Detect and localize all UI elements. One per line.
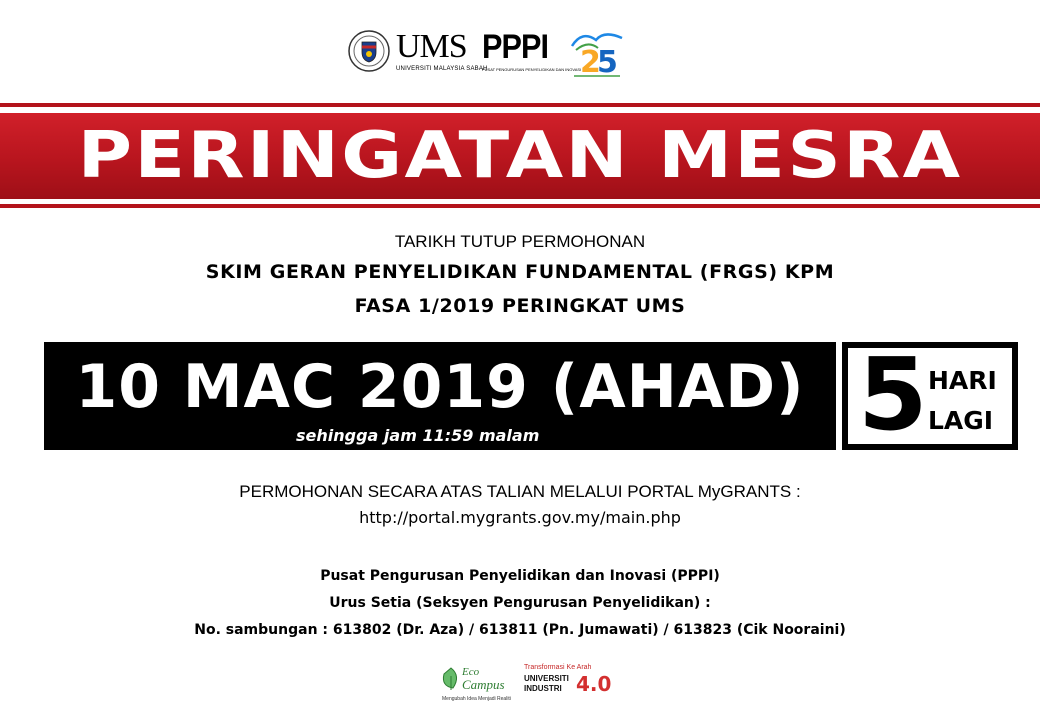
svg-text:5: 5 bbox=[597, 45, 618, 80]
reminder-banner bbox=[0, 113, 1040, 199]
portal-url-link[interactable]: http://portal.mygrants.gov.my/main.php bbox=[359, 508, 681, 527]
pppi-logo-subtext: PUSAT PENGURUSAN PENYELIDIKAN DAN INOVASI bbox=[482, 67, 582, 72]
deadline-date: 10 MAC 2019 (AHAD) bbox=[75, 352, 805, 422]
eco-logo-line2: Campus bbox=[462, 677, 505, 692]
industry-logo-line1: Transformasi Ke Arah bbox=[524, 664, 592, 671]
industry-4-logo bbox=[524, 664, 614, 704]
countdown-number: 5 bbox=[858, 336, 928, 453]
grant-scheme-title: SKIM GERAN PENYELIDIKAN FUNDAMENTAL (FRGS) KPM bbox=[205, 261, 835, 283]
eco-logo-tagline: Mengubah Idea Menjadi Realiti bbox=[442, 696, 511, 702]
banner-top-rule bbox=[0, 103, 1040, 107]
banner-title: PERINGATAN MESRA bbox=[77, 119, 963, 193]
industry-logo-line2: UNIVERSITI bbox=[524, 674, 569, 683]
deadline-time-note: sehingga jam 11:59 malam bbox=[296, 426, 540, 445]
university-crest-icon bbox=[348, 30, 390, 72]
25-years-anniversary-logo bbox=[566, 24, 628, 80]
eco-logo-line1: Eco bbox=[462, 666, 480, 678]
eco-campus-logo bbox=[440, 662, 510, 706]
header-logos bbox=[348, 22, 648, 80]
industry-logo-line3: INDUSTRI bbox=[524, 684, 562, 693]
pppi-logo-text: PPPI bbox=[482, 28, 549, 66]
svg-text:2: 2 bbox=[580, 45, 601, 80]
leaf-icon bbox=[440, 666, 462, 692]
contact-secretariat: Urus Setia (Seksyen Pengurusan Penyelidikan) : bbox=[329, 595, 711, 611]
ums-logo-text: UMS bbox=[396, 28, 467, 65]
countdown-word-hari: HARI bbox=[928, 366, 997, 395]
ums-logo bbox=[396, 30, 488, 72]
deadline-date-box bbox=[44, 342, 836, 450]
contact-organization: Pusat Pengurusan Penyelidikan dan Inovasi (PPPI) bbox=[320, 568, 720, 584]
banner-bottom-rule bbox=[0, 204, 1040, 208]
industry-logo-version: 4.0 bbox=[576, 672, 612, 696]
closing-date-label: TARIKH TUTUP PERMOHONAN bbox=[394, 232, 646, 251]
contact-extensions: No. sambungan : 613802 (Dr. Aza) / 613811 (Pn. Jumawati) / 613823 (Cik Nooraini) bbox=[194, 622, 846, 638]
countdown-box bbox=[842, 336, 1018, 453]
grant-phase-title: FASA 1/2019 PERINGKAT UMS bbox=[354, 295, 686, 317]
online-application-text: PERMOHONAN SECARA ATAS TALIAN MELALUI PORTAL MyGRANTS : bbox=[239, 482, 801, 501]
ums-logo-subtext: UNIVERSITI MALAYSIA SABAH bbox=[396, 66, 488, 72]
countdown-word-lagi: LAGI bbox=[928, 406, 994, 435]
countdown-inner bbox=[848, 336, 1012, 453]
